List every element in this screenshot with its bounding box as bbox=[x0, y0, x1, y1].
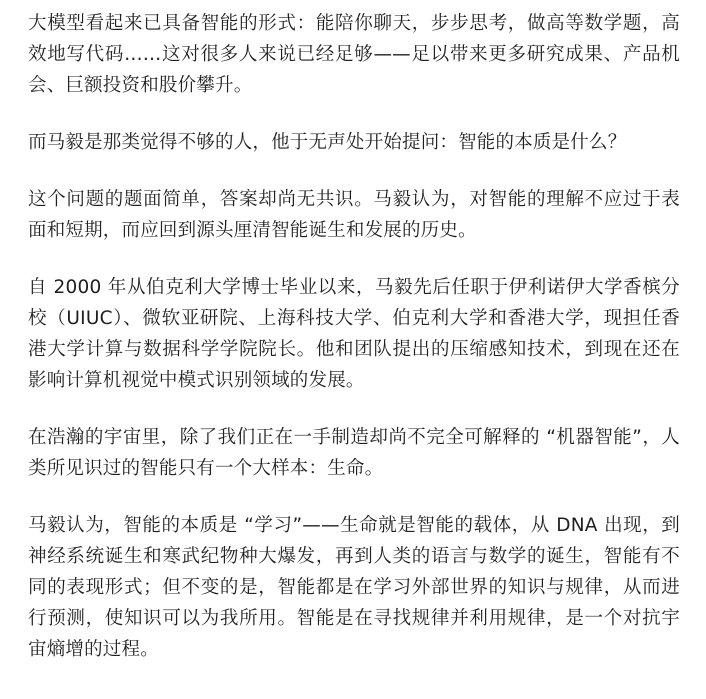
paragraph-5: 在浩瀚的宇宙里，除了我们正在一手制造却尚不完全可解释的 “机器智能”，人类所见识过的智能只有一个大样本：生命。 bbox=[28, 427, 680, 479]
paragraph-3: 这个问题的题面简单，答案却尚无共识。马毅认为，对智能的理解不应过于表面和短期，而应回到源头厘清智能诞生和发展的历史。 bbox=[28, 189, 680, 241]
paragraph-1: 大模型看起来已具备智能的形式：能陪你聊天，步步思考，做高等数学题，高效地写代码……这对很多人来说已经足够——足以带来更多研究成果、产品机会、巨额投资和股价攀升。 bbox=[28, 13, 680, 96]
paragraph-6: 马毅认为，智能的本质是 “学习”——生命就是智能的载体，从 DNA 出现，到神经系统诞生和寒武纪物种大爆发，再到人类的语言与数学的诞生，智能有不同的表现形式；但不变的是，智能都是在学习外部世界的知识与规律，从而进行预测，使知识可以为我所用。智能是在寻找规律并利用规律，是一个对抗宇宙熵增的过程。 bbox=[28, 515, 680, 660]
paragraph-2: 而马毅是那类觉得不够的人，他于无声处开始提问：智能的本质是什么？ bbox=[28, 132, 627, 153]
paragraph-4: 自 2000 年从伯克利大学博士毕业以来，马毅先后任职于伊利诺伊大学香槟分校（UIUC）、微软亚研院、上海科技大学、伯克利大学和香港大学，现担任香港大学计算与数据科学学院院长。他和团队提出的压缩感知技术，到现在还在影响计算机视觉中模式识别领域的发展。 bbox=[28, 277, 680, 391]
article-body bbox=[28, 8, 680, 691]
